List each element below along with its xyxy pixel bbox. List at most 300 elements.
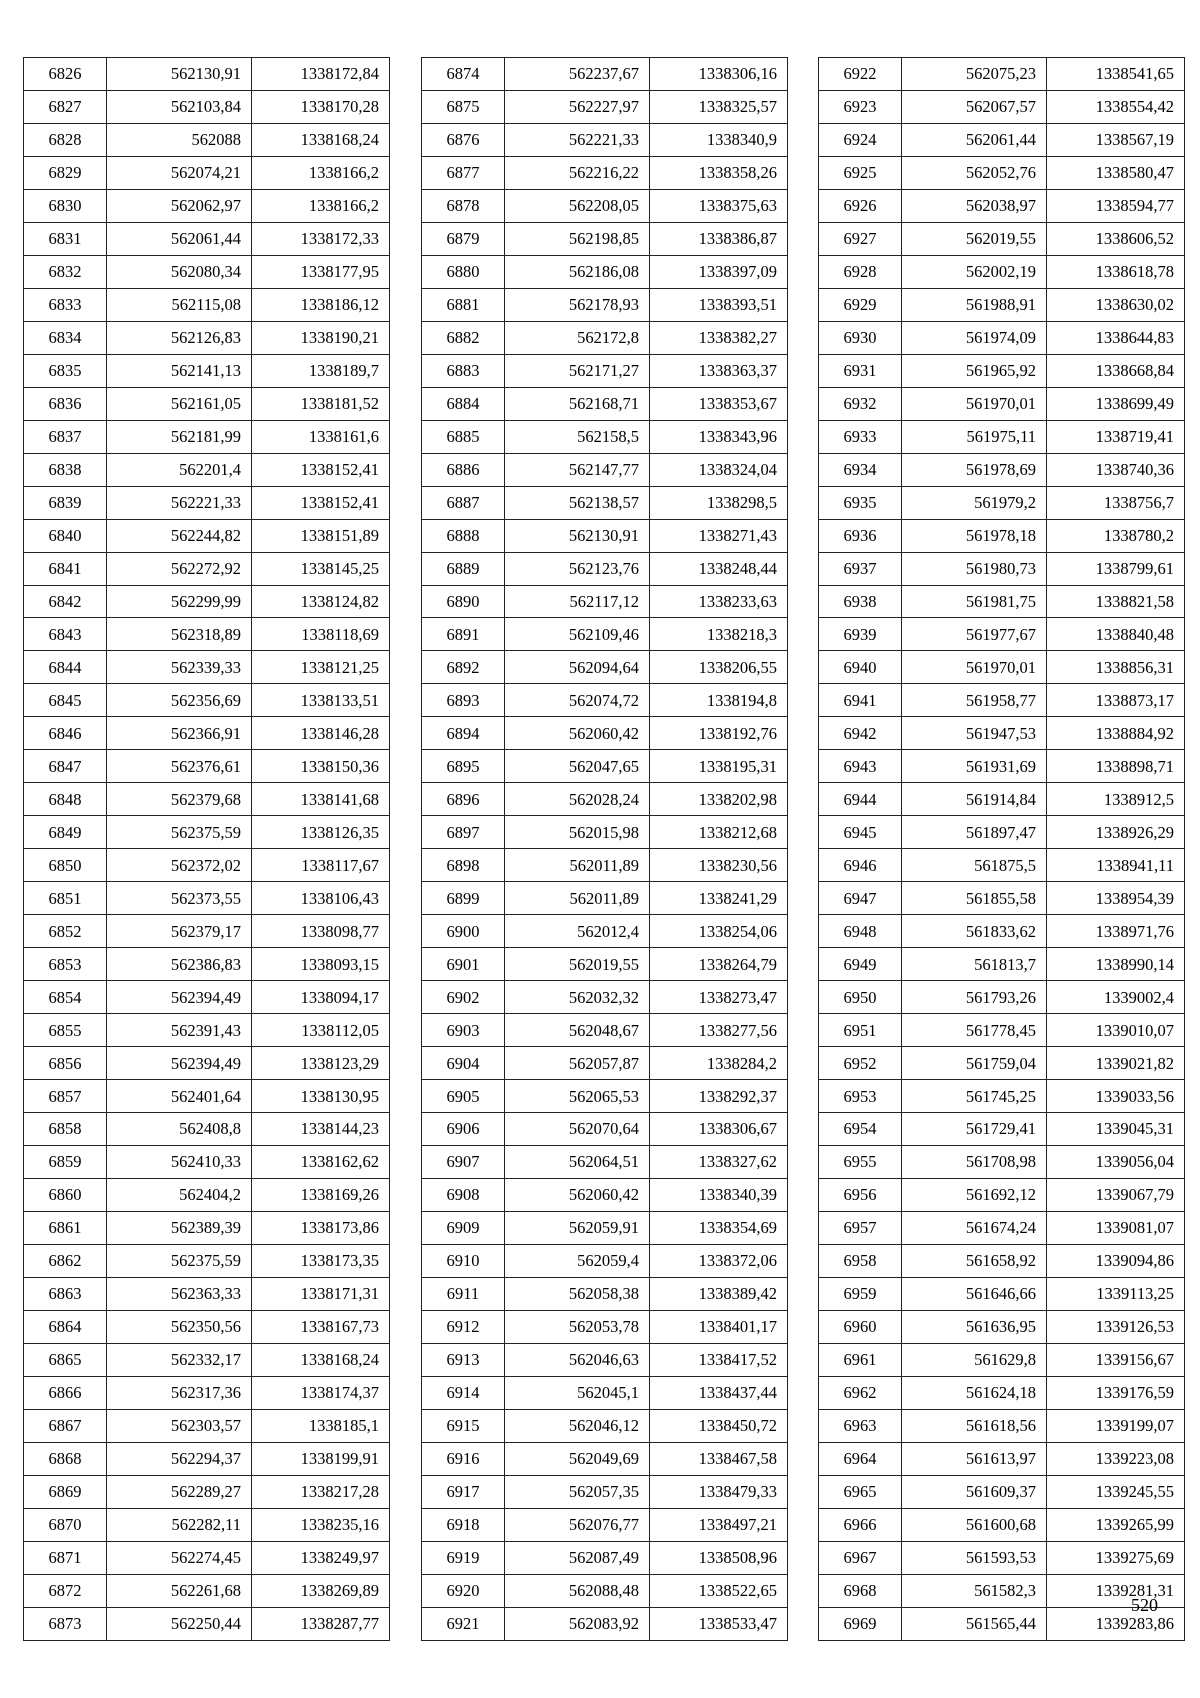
point-number-cell: 6872 bbox=[24, 1574, 107, 1607]
x-coordinate-cell: 562410,33 bbox=[107, 1145, 252, 1178]
y-coordinate-cell: 1338990,14 bbox=[1047, 948, 1185, 981]
point-number-cell: 6931 bbox=[819, 354, 902, 387]
x-coordinate-cell: 561708,98 bbox=[902, 1145, 1047, 1178]
table-row bbox=[24, 1047, 390, 1080]
y-coordinate-cell: 1338912,5 bbox=[1047, 783, 1185, 816]
y-coordinate-cell: 1339265,99 bbox=[1047, 1508, 1185, 1541]
x-coordinate-cell: 561674,24 bbox=[902, 1211, 1047, 1244]
page-number: 520 bbox=[1131, 1595, 1158, 1615]
x-coordinate-cell: 562019,55 bbox=[505, 948, 650, 981]
point-number-cell: 6828 bbox=[24, 123, 107, 156]
table-row bbox=[422, 1475, 788, 1508]
table-row bbox=[819, 1014, 1185, 1047]
table-row bbox=[24, 1409, 390, 1442]
table-row bbox=[422, 90, 788, 123]
y-coordinate-cell: 1339094,86 bbox=[1047, 1244, 1185, 1277]
table-row bbox=[422, 585, 788, 618]
point-number-cell: 6940 bbox=[819, 651, 902, 684]
table-row bbox=[819, 1277, 1185, 1310]
y-coordinate-cell: 1339113,25 bbox=[1047, 1277, 1185, 1310]
x-coordinate-cell: 562019,55 bbox=[902, 222, 1047, 255]
table-row bbox=[819, 552, 1185, 585]
x-coordinate-cell: 562332,17 bbox=[107, 1343, 252, 1376]
y-coordinate-cell: 1338508,96 bbox=[650, 1541, 788, 1574]
table-row bbox=[24, 1508, 390, 1541]
point-number-cell: 6874 bbox=[422, 58, 505, 91]
point-number-cell: 6868 bbox=[24, 1442, 107, 1475]
table-row bbox=[819, 189, 1185, 222]
x-coordinate-cell: 561855,58 bbox=[902, 882, 1047, 915]
point-number-cell: 6908 bbox=[422, 1178, 505, 1211]
coordinate-table-body bbox=[422, 58, 788, 1641]
point-number-cell: 6892 bbox=[422, 651, 505, 684]
x-coordinate-cell: 562062,97 bbox=[107, 189, 252, 222]
table-row bbox=[24, 321, 390, 354]
y-coordinate-cell: 1338954,39 bbox=[1047, 882, 1185, 915]
y-coordinate-cell: 1338324,04 bbox=[650, 453, 788, 486]
x-coordinate-cell: 562011,89 bbox=[505, 882, 650, 915]
y-coordinate-cell: 1339275,69 bbox=[1047, 1541, 1185, 1574]
y-coordinate-cell: 1339245,55 bbox=[1047, 1475, 1185, 1508]
point-number-cell: 6854 bbox=[24, 981, 107, 1014]
table-row bbox=[24, 1113, 390, 1146]
x-coordinate-cell: 561593,53 bbox=[902, 1541, 1047, 1574]
table-row bbox=[24, 189, 390, 222]
point-number-cell: 6881 bbox=[422, 288, 505, 321]
x-coordinate-cell: 561600,68 bbox=[902, 1508, 1047, 1541]
point-number-cell: 6863 bbox=[24, 1277, 107, 1310]
y-coordinate-cell: 1339002,4 bbox=[1047, 981, 1185, 1014]
y-coordinate-cell: 1338124,82 bbox=[252, 585, 390, 618]
table-row bbox=[422, 1442, 788, 1475]
x-coordinate-cell: 562244,82 bbox=[107, 519, 252, 552]
point-number-cell: 6880 bbox=[422, 255, 505, 288]
point-number-cell: 6958 bbox=[819, 1244, 902, 1277]
y-coordinate-cell: 1338230,56 bbox=[650, 849, 788, 882]
y-coordinate-cell: 1338269,89 bbox=[252, 1574, 390, 1607]
table-row bbox=[819, 1145, 1185, 1178]
table-row bbox=[422, 1244, 788, 1277]
x-coordinate-cell: 561609,37 bbox=[902, 1475, 1047, 1508]
y-coordinate-cell: 1338340,39 bbox=[650, 1178, 788, 1211]
x-coordinate-cell: 562178,93 bbox=[505, 288, 650, 321]
x-coordinate-cell: 561975,11 bbox=[902, 420, 1047, 453]
y-coordinate-cell: 1338479,33 bbox=[650, 1475, 788, 1508]
x-coordinate-cell: 562408,8 bbox=[107, 1113, 252, 1146]
y-coordinate-cell: 1338093,15 bbox=[252, 948, 390, 981]
y-coordinate-cell: 1338340,9 bbox=[650, 123, 788, 156]
x-coordinate-cell: 561970,01 bbox=[902, 651, 1047, 684]
table-row bbox=[819, 1508, 1185, 1541]
point-number-cell: 6932 bbox=[819, 387, 902, 420]
y-coordinate-cell: 1338152,41 bbox=[252, 486, 390, 519]
y-coordinate-cell: 1338185,1 bbox=[252, 1409, 390, 1442]
table-row bbox=[422, 1376, 788, 1409]
point-number-cell: 6851 bbox=[24, 882, 107, 915]
table-row bbox=[422, 420, 788, 453]
table-row bbox=[24, 948, 390, 981]
y-coordinate-cell: 1338162,62 bbox=[252, 1145, 390, 1178]
point-number-cell: 6877 bbox=[422, 156, 505, 189]
x-coordinate-cell: 562282,11 bbox=[107, 1508, 252, 1541]
y-coordinate-cell: 1338133,51 bbox=[252, 684, 390, 717]
x-coordinate-cell: 561646,66 bbox=[902, 1277, 1047, 1310]
x-coordinate-cell: 562065,53 bbox=[505, 1080, 650, 1113]
y-coordinate-cell: 1338306,67 bbox=[650, 1113, 788, 1146]
x-coordinate-cell: 561978,18 bbox=[902, 519, 1047, 552]
y-coordinate-cell: 1338393,51 bbox=[650, 288, 788, 321]
table-row bbox=[422, 1113, 788, 1146]
x-coordinate-cell: 561624,18 bbox=[902, 1376, 1047, 1409]
x-coordinate-cell: 562123,76 bbox=[505, 552, 650, 585]
y-coordinate-cell: 1338644,83 bbox=[1047, 321, 1185, 354]
x-coordinate-cell: 561629,8 bbox=[902, 1343, 1047, 1376]
point-number-cell: 6865 bbox=[24, 1343, 107, 1376]
table-row bbox=[819, 90, 1185, 123]
table-row bbox=[819, 1211, 1185, 1244]
point-number-cell: 6889 bbox=[422, 552, 505, 585]
point-number-cell: 6934 bbox=[819, 453, 902, 486]
x-coordinate-cell: 561793,26 bbox=[902, 981, 1047, 1014]
x-coordinate-cell: 562109,46 bbox=[505, 618, 650, 651]
x-coordinate-cell: 561980,73 bbox=[902, 552, 1047, 585]
y-coordinate-cell: 1338194,8 bbox=[650, 684, 788, 717]
table-row bbox=[422, 1607, 788, 1640]
table-row bbox=[819, 585, 1185, 618]
x-coordinate-cell: 561636,95 bbox=[902, 1310, 1047, 1343]
table-row bbox=[24, 1178, 390, 1211]
point-number-cell: 6929 bbox=[819, 288, 902, 321]
point-number-cell: 6928 bbox=[819, 255, 902, 288]
point-number-cell: 6963 bbox=[819, 1409, 902, 1442]
x-coordinate-cell: 561965,92 bbox=[902, 354, 1047, 387]
point-number-cell: 6966 bbox=[819, 1508, 902, 1541]
table-row bbox=[24, 1442, 390, 1475]
point-number-cell: 6871 bbox=[24, 1541, 107, 1574]
y-coordinate-cell: 1338166,2 bbox=[252, 189, 390, 222]
x-coordinate-cell: 562250,44 bbox=[107, 1607, 252, 1640]
table-row bbox=[819, 750, 1185, 783]
table-row bbox=[422, 1014, 788, 1047]
x-coordinate-cell: 562261,68 bbox=[107, 1574, 252, 1607]
point-number-cell: 6887 bbox=[422, 486, 505, 519]
y-coordinate-cell: 1338146,28 bbox=[252, 717, 390, 750]
point-number-cell: 6883 bbox=[422, 354, 505, 387]
x-coordinate-cell: 561833,62 bbox=[902, 915, 1047, 948]
y-coordinate-cell: 1338467,58 bbox=[650, 1442, 788, 1475]
y-coordinate-cell: 1339281,31 bbox=[1047, 1574, 1185, 1607]
table-row bbox=[422, 915, 788, 948]
y-coordinate-cell: 1338112,05 bbox=[252, 1014, 390, 1047]
point-number-cell: 6948 bbox=[819, 915, 902, 948]
y-coordinate-cell: 1338353,67 bbox=[650, 387, 788, 420]
y-coordinate-cell: 1338249,97 bbox=[252, 1541, 390, 1574]
x-coordinate-cell: 562198,85 bbox=[505, 222, 650, 255]
point-number-cell: 6890 bbox=[422, 585, 505, 618]
y-coordinate-cell: 1338177,95 bbox=[252, 255, 390, 288]
x-coordinate-cell: 562356,69 bbox=[107, 684, 252, 717]
point-number-cell: 6926 bbox=[819, 189, 902, 222]
y-coordinate-cell: 1338606,52 bbox=[1047, 222, 1185, 255]
y-coordinate-cell: 1338856,31 bbox=[1047, 651, 1185, 684]
point-number-cell: 6907 bbox=[422, 1145, 505, 1178]
y-coordinate-cell: 1338417,52 bbox=[650, 1343, 788, 1376]
table-row bbox=[24, 849, 390, 882]
table-row bbox=[819, 849, 1185, 882]
y-coordinate-cell: 1338271,43 bbox=[650, 519, 788, 552]
table-row bbox=[422, 156, 788, 189]
y-coordinate-cell: 1338206,55 bbox=[650, 651, 788, 684]
table-row bbox=[819, 1607, 1185, 1640]
table-row bbox=[24, 618, 390, 651]
y-coordinate-cell: 1339033,56 bbox=[1047, 1080, 1185, 1113]
table-row bbox=[819, 1475, 1185, 1508]
point-number-cell: 6950 bbox=[819, 981, 902, 1014]
point-number-cell: 6898 bbox=[422, 849, 505, 882]
x-coordinate-cell: 561931,69 bbox=[902, 750, 1047, 783]
x-coordinate-cell: 561974,09 bbox=[902, 321, 1047, 354]
point-number-cell: 6937 bbox=[819, 552, 902, 585]
x-coordinate-cell: 561981,75 bbox=[902, 585, 1047, 618]
y-coordinate-cell: 1338151,89 bbox=[252, 519, 390, 552]
x-coordinate-cell: 561978,69 bbox=[902, 453, 1047, 486]
point-number-cell: 6829 bbox=[24, 156, 107, 189]
x-coordinate-cell: 562138,57 bbox=[505, 486, 650, 519]
table-row bbox=[24, 1541, 390, 1574]
table-row bbox=[819, 1047, 1185, 1080]
table-row bbox=[819, 1244, 1185, 1277]
y-coordinate-cell: 1338233,63 bbox=[650, 585, 788, 618]
point-number-cell: 6884 bbox=[422, 387, 505, 420]
x-coordinate-cell: 562147,77 bbox=[505, 453, 650, 486]
table-row bbox=[422, 552, 788, 585]
y-coordinate-cell: 1338170,28 bbox=[252, 90, 390, 123]
table-row bbox=[24, 288, 390, 321]
point-number-cell: 6941 bbox=[819, 684, 902, 717]
table-row bbox=[819, 948, 1185, 981]
y-coordinate-cell: 1338141,68 bbox=[252, 783, 390, 816]
point-number-cell: 6830 bbox=[24, 189, 107, 222]
table-row bbox=[24, 1607, 390, 1640]
x-coordinate-cell: 562375,59 bbox=[107, 1244, 252, 1277]
point-number-cell: 6921 bbox=[422, 1607, 505, 1640]
table-row bbox=[819, 420, 1185, 453]
point-number-cell: 6962 bbox=[819, 1376, 902, 1409]
x-coordinate-cell: 562237,67 bbox=[505, 58, 650, 91]
table-row bbox=[819, 1080, 1185, 1113]
point-number-cell: 6849 bbox=[24, 816, 107, 849]
table-row bbox=[422, 1080, 788, 1113]
y-coordinate-cell: 1339056,04 bbox=[1047, 1145, 1185, 1178]
x-coordinate-cell: 562221,33 bbox=[505, 123, 650, 156]
y-coordinate-cell: 1338450,72 bbox=[650, 1409, 788, 1442]
x-coordinate-cell: 562059,4 bbox=[505, 1244, 650, 1277]
y-coordinate-cell: 1338212,68 bbox=[650, 816, 788, 849]
x-coordinate-cell: 562130,91 bbox=[107, 58, 252, 91]
point-number-cell: 6864 bbox=[24, 1310, 107, 1343]
y-coordinate-cell: 1338497,21 bbox=[650, 1508, 788, 1541]
y-coordinate-cell: 1338437,44 bbox=[650, 1376, 788, 1409]
point-number-cell: 6853 bbox=[24, 948, 107, 981]
table-row bbox=[24, 915, 390, 948]
x-coordinate-cell: 562087,49 bbox=[505, 1541, 650, 1574]
table-row bbox=[24, 123, 390, 156]
point-number-cell: 6954 bbox=[819, 1113, 902, 1146]
point-number-cell: 6968 bbox=[819, 1574, 902, 1607]
table-row bbox=[24, 354, 390, 387]
x-coordinate-cell: 561947,53 bbox=[902, 717, 1047, 750]
y-coordinate-cell: 1338740,36 bbox=[1047, 453, 1185, 486]
point-number-cell: 6885 bbox=[422, 420, 505, 453]
point-number-cell: 6850 bbox=[24, 849, 107, 882]
table-row bbox=[819, 1574, 1185, 1607]
point-number-cell: 6927 bbox=[819, 222, 902, 255]
table-row bbox=[819, 882, 1185, 915]
point-number-cell: 6951 bbox=[819, 1014, 902, 1047]
table-row bbox=[422, 1508, 788, 1541]
table-row bbox=[24, 1145, 390, 1178]
point-number-cell: 6901 bbox=[422, 948, 505, 981]
y-coordinate-cell: 1338123,29 bbox=[252, 1047, 390, 1080]
point-number-cell: 6943 bbox=[819, 750, 902, 783]
y-coordinate-cell: 1338389,42 bbox=[650, 1277, 788, 1310]
point-number-cell: 6910 bbox=[422, 1244, 505, 1277]
x-coordinate-cell: 562394,49 bbox=[107, 981, 252, 1014]
point-number-cell: 6846 bbox=[24, 717, 107, 750]
y-coordinate-cell: 1338235,16 bbox=[252, 1508, 390, 1541]
point-number-cell: 6949 bbox=[819, 948, 902, 981]
point-number-cell: 6902 bbox=[422, 981, 505, 1014]
y-coordinate-cell: 1338152,41 bbox=[252, 453, 390, 486]
x-coordinate-cell: 562339,33 bbox=[107, 651, 252, 684]
table-row bbox=[24, 1310, 390, 1343]
x-coordinate-cell: 562074,72 bbox=[505, 684, 650, 717]
x-coordinate-cell: 562186,08 bbox=[505, 255, 650, 288]
point-number-cell: 6936 bbox=[819, 519, 902, 552]
y-coordinate-cell: 1338173,86 bbox=[252, 1211, 390, 1244]
y-coordinate-cell: 1338117,67 bbox=[252, 849, 390, 882]
x-coordinate-cell: 562318,89 bbox=[107, 618, 252, 651]
y-coordinate-cell: 1338971,76 bbox=[1047, 915, 1185, 948]
y-coordinate-cell: 1339010,07 bbox=[1047, 1014, 1185, 1047]
point-number-cell: 6938 bbox=[819, 585, 902, 618]
table-row bbox=[24, 519, 390, 552]
point-number-cell: 6955 bbox=[819, 1145, 902, 1178]
point-number-cell: 6878 bbox=[422, 189, 505, 222]
y-coordinate-cell: 1338166,2 bbox=[252, 156, 390, 189]
coordinate-table-1 bbox=[23, 57, 390, 1641]
point-number-cell: 6837 bbox=[24, 420, 107, 453]
point-number-cell: 6961 bbox=[819, 1343, 902, 1376]
point-number-cell: 6843 bbox=[24, 618, 107, 651]
x-coordinate-cell: 562366,91 bbox=[107, 717, 252, 750]
x-coordinate-cell: 562064,51 bbox=[505, 1145, 650, 1178]
table-row bbox=[819, 1113, 1185, 1146]
table-row bbox=[819, 123, 1185, 156]
table-row bbox=[24, 1014, 390, 1047]
x-coordinate-cell: 562221,33 bbox=[107, 486, 252, 519]
coordinate-table-body bbox=[819, 58, 1185, 1641]
y-coordinate-cell: 1338186,12 bbox=[252, 288, 390, 321]
y-coordinate-cell: 1338144,23 bbox=[252, 1113, 390, 1146]
y-coordinate-cell: 1338821,58 bbox=[1047, 585, 1185, 618]
y-coordinate-cell: 1338580,47 bbox=[1047, 156, 1185, 189]
x-coordinate-cell: 562216,22 bbox=[505, 156, 650, 189]
x-coordinate-cell: 562058,38 bbox=[505, 1277, 650, 1310]
x-coordinate-cell: 561914,84 bbox=[902, 783, 1047, 816]
x-coordinate-cell: 562060,42 bbox=[505, 717, 650, 750]
x-coordinate-cell: 562130,91 bbox=[505, 519, 650, 552]
point-number-cell: 6965 bbox=[819, 1475, 902, 1508]
table-row bbox=[819, 519, 1185, 552]
point-number-cell: 6886 bbox=[422, 453, 505, 486]
table-row bbox=[422, 453, 788, 486]
x-coordinate-cell: 562002,19 bbox=[902, 255, 1047, 288]
y-coordinate-cell: 1338172,33 bbox=[252, 222, 390, 255]
point-number-cell: 6852 bbox=[24, 915, 107, 948]
point-number-cell: 6893 bbox=[422, 684, 505, 717]
point-number-cell: 6860 bbox=[24, 1178, 107, 1211]
point-number-cell: 6942 bbox=[819, 717, 902, 750]
x-coordinate-cell: 562274,45 bbox=[107, 1541, 252, 1574]
y-coordinate-cell: 1338780,2 bbox=[1047, 519, 1185, 552]
y-coordinate-cell: 1339156,67 bbox=[1047, 1343, 1185, 1376]
y-coordinate-cell: 1338264,79 bbox=[650, 948, 788, 981]
y-coordinate-cell: 1338287,77 bbox=[252, 1607, 390, 1640]
table-row bbox=[24, 387, 390, 420]
y-coordinate-cell: 1338171,31 bbox=[252, 1277, 390, 1310]
table-row bbox=[24, 156, 390, 189]
point-number-cell: 6960 bbox=[819, 1310, 902, 1343]
y-coordinate-cell: 1338169,26 bbox=[252, 1178, 390, 1211]
x-coordinate-cell: 561897,47 bbox=[902, 816, 1047, 849]
point-number-cell: 6959 bbox=[819, 1277, 902, 1310]
table-row bbox=[819, 321, 1185, 354]
point-number-cell: 6839 bbox=[24, 486, 107, 519]
point-number-cell: 6916 bbox=[422, 1442, 505, 1475]
coordinate-table-3 bbox=[818, 57, 1185, 1641]
point-number-cell: 6826 bbox=[24, 58, 107, 91]
y-coordinate-cell: 1338167,73 bbox=[252, 1310, 390, 1343]
table-row bbox=[24, 717, 390, 750]
point-number-cell: 6913 bbox=[422, 1343, 505, 1376]
y-coordinate-cell: 1338173,35 bbox=[252, 1244, 390, 1277]
y-coordinate-cell: 1339021,82 bbox=[1047, 1047, 1185, 1080]
point-number-cell: 6827 bbox=[24, 90, 107, 123]
table-row bbox=[422, 288, 788, 321]
y-coordinate-cell: 1338401,17 bbox=[650, 1310, 788, 1343]
x-coordinate-cell: 562094,64 bbox=[505, 651, 650, 684]
table-row bbox=[819, 618, 1185, 651]
table-row bbox=[819, 651, 1185, 684]
y-coordinate-cell: 1338277,56 bbox=[650, 1014, 788, 1047]
point-number-cell: 6944 bbox=[819, 783, 902, 816]
x-coordinate-cell: 561565,44 bbox=[902, 1607, 1047, 1640]
y-coordinate-cell: 1338199,91 bbox=[252, 1442, 390, 1475]
y-coordinate-cell: 1338898,71 bbox=[1047, 750, 1185, 783]
x-coordinate-cell: 562171,27 bbox=[505, 354, 650, 387]
table-row bbox=[422, 1541, 788, 1574]
table-row bbox=[422, 255, 788, 288]
point-number-cell: 6918 bbox=[422, 1508, 505, 1541]
x-coordinate-cell: 562401,64 bbox=[107, 1080, 252, 1113]
x-coordinate-cell: 562303,57 bbox=[107, 1409, 252, 1442]
table-row bbox=[422, 486, 788, 519]
x-coordinate-cell: 561813,7 bbox=[902, 948, 1047, 981]
x-coordinate-cell: 562083,92 bbox=[505, 1607, 650, 1640]
y-coordinate-cell: 1338174,37 bbox=[252, 1376, 390, 1409]
y-coordinate-cell: 1339283,86 bbox=[1047, 1607, 1185, 1640]
